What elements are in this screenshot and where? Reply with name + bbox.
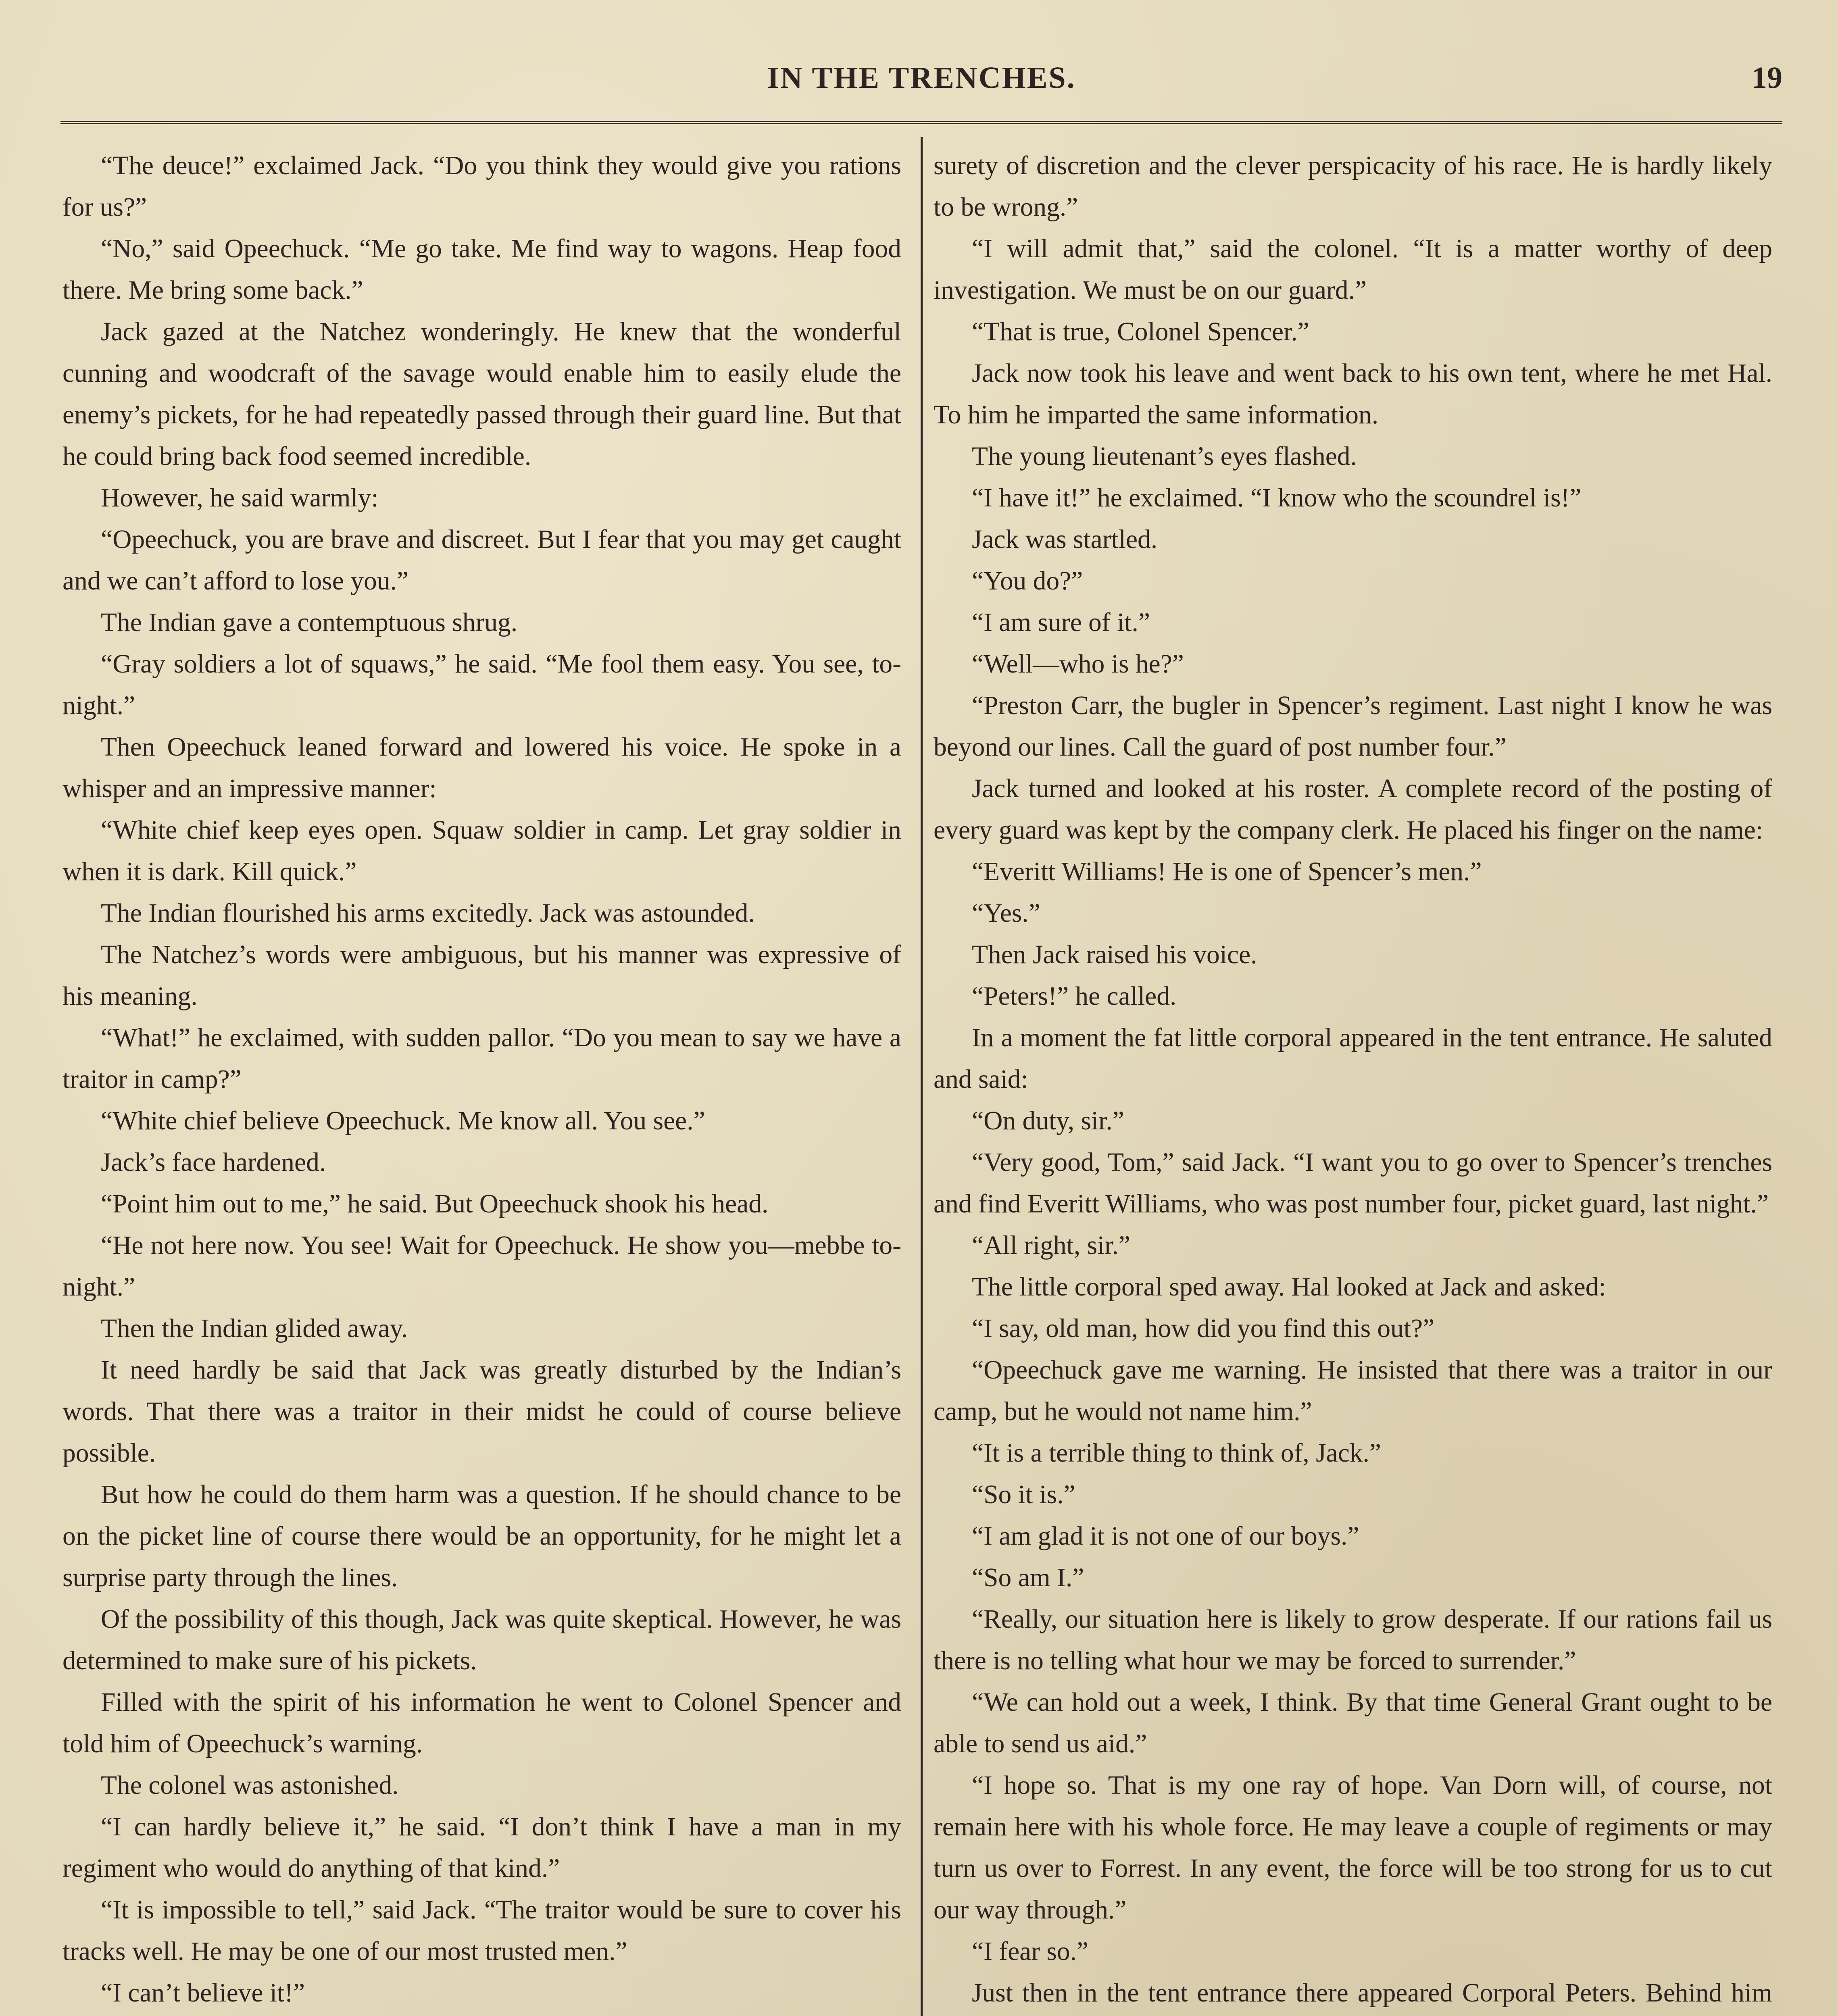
text-column-right [934,145,1772,2016]
paragraph: Of the possibility of this though, Jack was quite skeptical. However, he was determined to make sure of his pickets. [63,1605,901,1675]
paragraph: “Yes.” [972,899,1040,928]
paragraph: “What!” he exclaimed, with sudden pallor. “Do you mean to say we have a traitor in camp?” [63,1023,901,1094]
paragraph: The colonel was astonished. [101,1771,399,1800]
text-column-left [63,145,901,2016]
paragraph: Then Jack raised his voice. [972,940,1257,969]
paragraph: “On duty, sir.” [972,1106,1124,1135]
running-title: IN THE TRENCHES. [767,61,1076,95]
page-number: 19 [1752,61,1782,95]
paragraph: The young lieutenant’s eyes flashed. [972,442,1357,471]
paragraph: Just then in the tent entrance there appeared Corporal Peters. Behind him [972,1979,1772,2008]
paragraph: “It is a terrible thing to think of, Jack.” [972,1439,1381,1468]
paragraph: “Opeechuck, you are brave and discreet. But I fear that you may get caught and we can’t afford to lose you.” [63,525,901,596]
paragraph: But how he could do them harm was a question. If he should chance to be on the picket line of course there would be an opportunity, for he might let a surprise party through the lines. [63,1480,901,1592]
page-header [60,60,1782,113]
paragraph: “You do?” [972,566,1083,596]
paragraph: surety of discretion and the clever perspicacity of his race. He is hardly likely to be wrong.” [934,151,1772,222]
paragraph: The Natchez’s words were ambiguous, but his manner was expressive of his meaning. [63,940,901,1011]
paragraph: Jack gazed at the Natchez wonderingly. He knew that the wonderful cunning and woodcraft of the savage would enable him to easily elude the enemy’s pickets, for he had repeatedly passed through their guard line. But that he could bring back food seemed incredible. [63,317,901,471]
paragraph: Filled with the spirit of his information he went to Colonel Spencer and told him of Opeechuck’s warning. [63,1688,901,1758]
paragraph: “I hope so. That is my one ray of hope. Van Dorn will, of course, not remain here with his whole force. He may leave a couple of regiments or may turn us over to Forrest. In any event, the force will be too strong for us to cut our way through.” [934,1771,1772,1924]
paragraph: Then the Indian glided away. [101,1314,408,1343]
header-rule [60,121,1782,124]
paragraph: It need hardly be said that Jack was greatly disturbed by the Indian’s words. That there was a traitor in their midst he could of course believe possible. [63,1356,901,1468]
paragraph: “I can’t believe it!” [101,1979,305,2008]
paragraph: Jack turned and looked at his roster. A complete record of the posting of every guard was kept by the company clerk. He placed his finger on the name: [934,774,1772,845]
paragraph: “I am glad it is not one of our boys.” [972,1522,1359,1551]
paragraph: The little corporal sped away. Hal looked at Jack and asked: [972,1272,1606,1302]
paragraph: “Preston Carr, the bugler in Spencer’s regiment. Last night I know he was beyond our lines. Call the guard of post number four.” [934,691,1772,762]
paragraph: “Peters!” he called. [972,982,1177,1011]
paragraph [63,2014,901,2016]
paragraph: “I am sure of it.” [972,608,1150,637]
paragraph: “Very good, Tom,” said Jack. “I want you to go over to Spencer’s trenches and find Everitt Williams, who was post number four, picket guard, last night.” [934,1148,1772,1218]
paragraph: “All right, sir.” [972,1231,1130,1260]
paragraph: Jack now took his leave and went back to his own tent, where he met Hal. To him he imparted the same information. [934,359,1772,429]
paragraph: “I say, old man, how did you find this out?” [972,1314,1435,1343]
paragraph: “I can hardly believe it,” he said. “I don’t think I have a man in my regiment who would do anything of that kind.” [63,1812,901,1883]
paragraph: “Everitt Williams! He is one of Spencer’s men.” [972,857,1482,886]
paragraph: Jack’s face hardened. [101,1148,326,1177]
paragraph: “No,” said Opeechuck. “Me go take. Me find way to wagons. Heap food there. Me bring some back.” [63,234,901,305]
paragraph: “He not here now. You see! Wait for Opeechuck. He show you—mebbe to-night.” [63,1231,901,1302]
paragraph: “I will admit that,” said the colonel. “It is a matter worthy of deep investigation. We must be on our guard.” [934,234,1772,305]
paragraph: “That is true, Colonel Spencer.” [972,317,1309,346]
paragraph: “It is impossible to tell,” said Jack. “The traitor would be sure to cover his tracks well. He may be one of our most trusted men.” [63,1895,901,1966]
paragraph: “The deuce!” exclaimed Jack. “Do you think they would give you rations for us?” [63,151,901,222]
paragraph: “Gray soldiers a lot of squaws,” he said. “Me fool them easy. You see, to-night.” [63,650,901,720]
paragraph: “Point him out to me,” he said. But Opeechuck shook his head. [101,1189,769,1218]
paragraph: However, he said warmly: [101,483,379,512]
paragraph: The Indian flourished his arms excitedly. Jack was astounded. [101,899,755,928]
paragraph: The Indian gave a contemptuous shrug. [101,608,518,637]
column-divider [921,137,923,2016]
paragraph: Jack was startled. [972,525,1158,554]
paragraph: “White chief keep eyes open. Squaw soldier in camp. Let gray soldier in when it is dark. Kill quick.” [63,816,901,886]
paragraph: “So it is.” [972,1480,1075,1509]
paragraph: In a moment the fat little corporal appeared in the tent entrance. He saluted and said: [934,1023,1772,1094]
paragraph: “Well—who is he?” [972,650,1184,679]
paragraph: “We can hold out a week, I think. By that time General Grant ought to be able to send us aid.” [934,1688,1772,1758]
paragraph: “I fear so.” [972,1937,1089,1966]
paragraph: “So am I.” [972,1563,1084,1592]
paragraph: “Really, our situation here is likely to grow desperate. If our rations fail us there is no telling what hour we may be forced to surrender.” [934,1605,1772,1675]
paragraph: “I have it!” he exclaimed. “I know who the scoundrel is!” [972,483,1582,512]
paragraph: “White chief believe Opeechuck. Me know all. You see.” [101,1106,705,1135]
paragraph: Then Opeechuck leaned forward and lowered his voice. He spoke in a whisper and an impressive manner: [63,733,901,803]
paragraph: “Opeechuck gave me warning. He insisted that there was a traitor in our camp, but he would not name him.” [934,1356,1772,1426]
